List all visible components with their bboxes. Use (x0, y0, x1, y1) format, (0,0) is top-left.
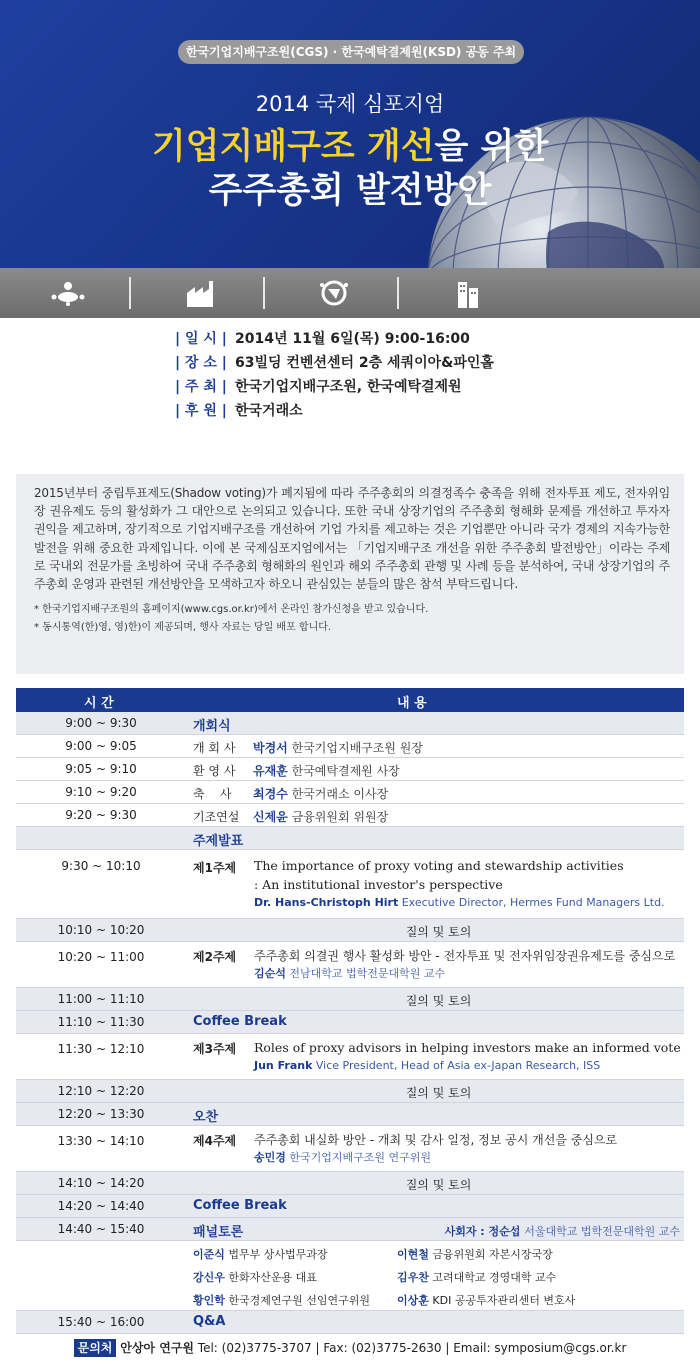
row-qa4: 14:10 ~ 14:20 질의 및 토의 (16, 1172, 684, 1195)
meeting-icon (48, 277, 88, 309)
panelist: 황인학 한국경제연구원 선임연구위원 (193, 1294, 371, 1307)
contact-footer (0, 1336, 700, 1360)
schedule-header (16, 688, 684, 712)
main-title (0, 126, 700, 214)
panelist: 이상훈 KDI 공공투자관리센터 변호사 (397, 1294, 576, 1307)
intro-box (16, 474, 684, 674)
row-lunch: 12:20 ~ 13:30 오찬 (16, 1103, 684, 1126)
icon-divider (129, 277, 131, 309)
row-panelists (16, 1241, 684, 1311)
row-topic1: 9:30 ~ 10:10 제1주제 The importance of proxy voting and stewardship activities : An institutional investor's perspective Dr. Hans-Christoph Hirt Executive Director, Hermes Fund Managers Ltd. (16, 850, 684, 919)
table-row: 9:00 ~ 9:05 개 회 사 박경서 한국기업지배구조원 원장 (16, 735, 684, 758)
note-translation: * 동시통역(한)영, 영)한)이 제공되며, 행사 자료는 당일 배포 합니다. (34, 622, 332, 634)
table-row: 9:05 ~ 9:10 환 영 사 유재훈 한국예탁결제원 사장 (16, 758, 684, 781)
schedule-table (16, 688, 684, 1334)
event-info (175, 326, 495, 422)
row-opening: 9:00 ~ 9:30 개회식 (16, 712, 684, 735)
row-topic2: 10:20 ~ 11:00 제2주제 주주총회 의결권 행사 활성화 방안 - 전자투표 및 전자위임장권유제도를 중심으로 김순석 전남대학교 법학전문대학원 교수 (16, 942, 684, 988)
panelist: 강신우 한화자산운용 대표 (193, 1271, 317, 1284)
factory-icon (180, 277, 220, 309)
info-venue: | 장 소 | 63빌딩 컨벤션센터 2층 세쿼이아&파인홀 (175, 355, 494, 371)
contact-badge: 문의처 (74, 1339, 117, 1357)
row-qa1: 10:10 ~ 10:20 질의 및 토의 (16, 919, 684, 942)
panelist: 이준식 법무부 상사법무과장 (193, 1248, 328, 1261)
row-break1: 11:10 ~ 11:30 Coffee Break (16, 1011, 684, 1034)
row-qna: 15:40 ~ 16:00 Q&A (16, 1311, 684, 1334)
notes (34, 601, 670, 637)
icon-divider (263, 277, 265, 309)
contact-person: 안상아 연구원 (120, 1341, 194, 1355)
row-qa2: 11:00 ~ 11:10 질의 및 토의 (16, 988, 684, 1011)
icon-bar (0, 268, 700, 318)
panelist: 이현철 금융위원회 자본시장국장 (397, 1248, 553, 1261)
panelist: 김우찬 고려대학교 경영대학 교수 (397, 1271, 557, 1284)
header-content: 내 용 (397, 696, 427, 711)
info-host: | 주 최 | 한국기업지배구조원, 한국예탁결제원 (175, 379, 462, 395)
title-line1-rest: 을 위한 (434, 127, 549, 167)
organizer-badge: 한국기업지배구조원(CGS) · 한국예탁결제원(KSD) 공동 주최 (178, 40, 524, 64)
symposium-title: 2014 국제 심포지엄 (255, 92, 445, 116)
table-row: 9:10 ~ 9:20 축 사 최경수 한국거래소 이사장 (16, 781, 684, 804)
icon-divider (397, 277, 399, 309)
info-date: | 일 시 | 2014년 11월 6일(목) 9:00-16:00 (175, 331, 470, 347)
info-sponsor: | 후 원 | 한국거래소 (175, 403, 303, 419)
row-topics: 주제발표 (16, 827, 684, 850)
row-qa3: 12:10 ~ 12:20 질의 및 토의 (16, 1080, 684, 1103)
title-line2: 주주총회 발전방안 (208, 170, 492, 211)
title-highlight: 기업지배구조 개선 (151, 127, 435, 167)
row-break2: 14:20 ~ 14:40 Coffee Break (16, 1195, 684, 1218)
table-row: 9:20 ~ 9:30 기조연설 신제윤 금융위원회 위원장 (16, 804, 684, 827)
globe-network-icon (314, 277, 354, 309)
intro-text: 2015년부터 중립투표제도(Shadow voting)가 폐지됨에 따라 주주총회의 의결정족수 충족을 위해 전자투표 제도, 전자위임장 권유제도 등의 활성화가 그 대안으로 논의되고 있습니다. 또한 국내 상장기업의 주주총회 형해화 문제를 개선하고 투자자 권익을 제고하며, 장기적으로 기업지배구조를 개선하여 기업 가치를 제고하는 것은 기업뿐만 아니라 국가 경제의 지속가능한 발전을 위해 중요한 과제입니다. 이에 본 국제심포지엄에서는 「기업지배구조 개선을 위한 주주총회 발전방안」이라는 주제로 국내외 전문가를 초빙하여 국내 주주총회 형해화의 원인과 해외 주주총회 관행 및 사례 등을 분석하여, 국내 상장기업의 주주총회 운영과 관련된 개선방안을 모색하고자 하오니 관심있는 분들의 많은 참석 부탁드립니다. (34, 486, 670, 592)
hero-banner (0, 0, 700, 268)
row-topic4: 13:30 ~ 14:10 제4주제 주주총회 내실화 방안 - 개최 및 감사 일정, 정보 공시 개선을 중심으로 송민경 한국기업지배구조원 연구위원 (16, 1126, 684, 1172)
moderator: 사회자 : 정순섭 서울대학교 법학전문대학원 교수 (444, 1225, 680, 1238)
contact-details: Tel: (02)3775-3707 | Fax: (02)3775-2630 | Email: symposium@cgs.or.kr (193, 1341, 627, 1355)
header-time: 시 간 (84, 696, 114, 711)
row-panel: 14:40 ~ 15:40 패널토론 사회자 : 정순섭 서울대학교 법학전문대학원 교수 (16, 1218, 684, 1241)
building-icon (448, 277, 488, 309)
row-topic3: 11:30 ~ 12:10 제3주제 Roles of proxy advisors in helping investors make an informed vote Jun Frank Vice President, Head of Asia ex-Japan Research, ISS (16, 1034, 684, 1080)
note-registration: * 한국기업지배구조원의 홈페이지(www.cgs.or.kr)에서 온라인 참가신청을 받고 있습니다. (34, 604, 429, 616)
